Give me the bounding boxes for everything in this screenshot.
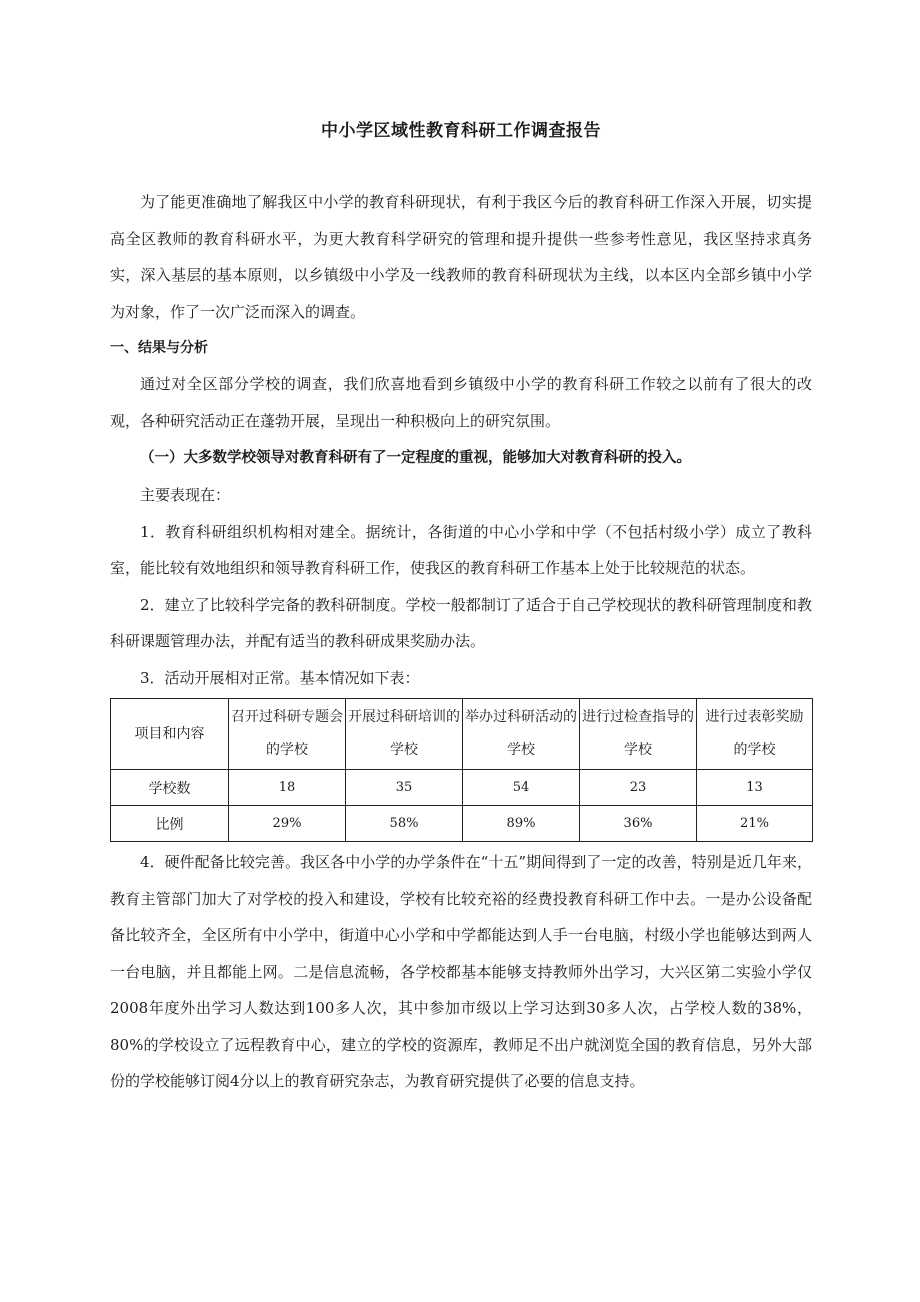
table-cell: 比例 — [111, 806, 229, 842]
table-cell: 29% — [229, 806, 346, 842]
table-cell: 13 — [697, 770, 813, 806]
table-cell: 36% — [580, 806, 697, 842]
table-row — [111, 770, 813, 806]
point-2: 2．建立了比较科学完备的教科研制度。学校一般都制订了适合于自己学校现状的教科研管理制度和教科研课题管理办法，并配有适当的教科研成果奖励办法。 — [110, 595, 812, 650]
table-cell: 89% — [463, 806, 580, 842]
table-cell: 学校数 — [111, 770, 229, 806]
subheading-leadership: （一）大多数学校领导对教育科研有了一定程度的重视，能够加大对教育科研的投入。 — [140, 450, 691, 466]
table-cell: 58% — [346, 806, 463, 842]
intro-paragraph: 为了能更准确地了解我区中小学的教育科研现状，有利于我区今后的教育科研工作深入开展，切实提高全区教师的教育科研水平，为更大教育科学研究的管理和提升提供一些参考性意见，我区坚持求真务实，深入基层的基本原则，以乡镇级中小学及一线教师的教育科研现状为主线，以本区内全部乡镇中小学为对象，作了一次广泛而深入的调查。 — [110, 193, 812, 321]
main-points-intro: 主要表现在： — [140, 486, 231, 504]
table-header-cell: 进行过表彰奖励的学校 — [697, 699, 813, 770]
results-paragraph: 通过对全区部分学校的调查，我们欣喜地看到乡镇级中小学的教育科研工作较之以前有了很大的改观，各种研究活动正在蓬勃开展，呈现出一种积极向上的研究氛围。 — [110, 375, 812, 430]
table-cell: 18 — [229, 770, 346, 806]
table-cell: 23 — [580, 770, 697, 806]
table-cell: 35 — [346, 770, 463, 806]
point-4: 4．硬件配备比较完善。我区各中小学的办学条件在“十五”期间得到了一定的改善，特别是近几年来，教育主管部门加大了对学校的投入和建设，学校有比较充裕的经费投教育科研工作中去。一是办公设备配备比较齐全，全区所有中小学中，街道中心小学和中学都能达到人手一台电脑，村级小学也能够达到两人一台电脑，并且都能上网。二是信息流畅，各学校都基本能够支持教师外出学习，大兴区第二实验小学仅2008年度外出学习人数达到100多人次，其中参加市级以上学习达到30多人次，占学校人数的38%，80%的学校设立了远程教育中心，建立的学校的资源库，教师足不出户就浏览全国的教育信息，另外大部份的学校能够订阅4分以上的教育研究杂志，为教育研究提供了必要的信息支持。 — [110, 853, 812, 1090]
table-header-cell: 进行过检查指导的学校 — [580, 699, 697, 770]
document-page — [110, 112, 812, 1100]
point-1: 1．教育科研组织机构相对建全。据统计，各街道的中心小学和中学（不包括村级小学）成立了教科室，能比较有效地组织和领导教育科研工作，使我区的教育科研工作基本上处于比较规范的状态。 — [110, 522, 812, 577]
table-cell: 21% — [697, 806, 813, 842]
activity-table — [110, 698, 813, 842]
document-title: 中小学区域性教育科研工作调查报告 — [321, 121, 601, 141]
table-row — [111, 806, 813, 842]
table-header-cell: 召开过科研专题会的学校 — [229, 699, 346, 770]
table-header-cell: 举办过科研活动的学校 — [463, 699, 580, 770]
table-header-row — [111, 699, 813, 770]
table-header-cell: 项目和内容 — [111, 699, 229, 770]
table-header-cell: 开展过科研培训的学校 — [346, 699, 463, 770]
table-cell: 54 — [463, 770, 580, 806]
point-3: 3．活动开展相对正常。基本情况如下表： — [140, 668, 420, 687]
section-heading-results: 一、结果与分析 — [110, 340, 208, 356]
